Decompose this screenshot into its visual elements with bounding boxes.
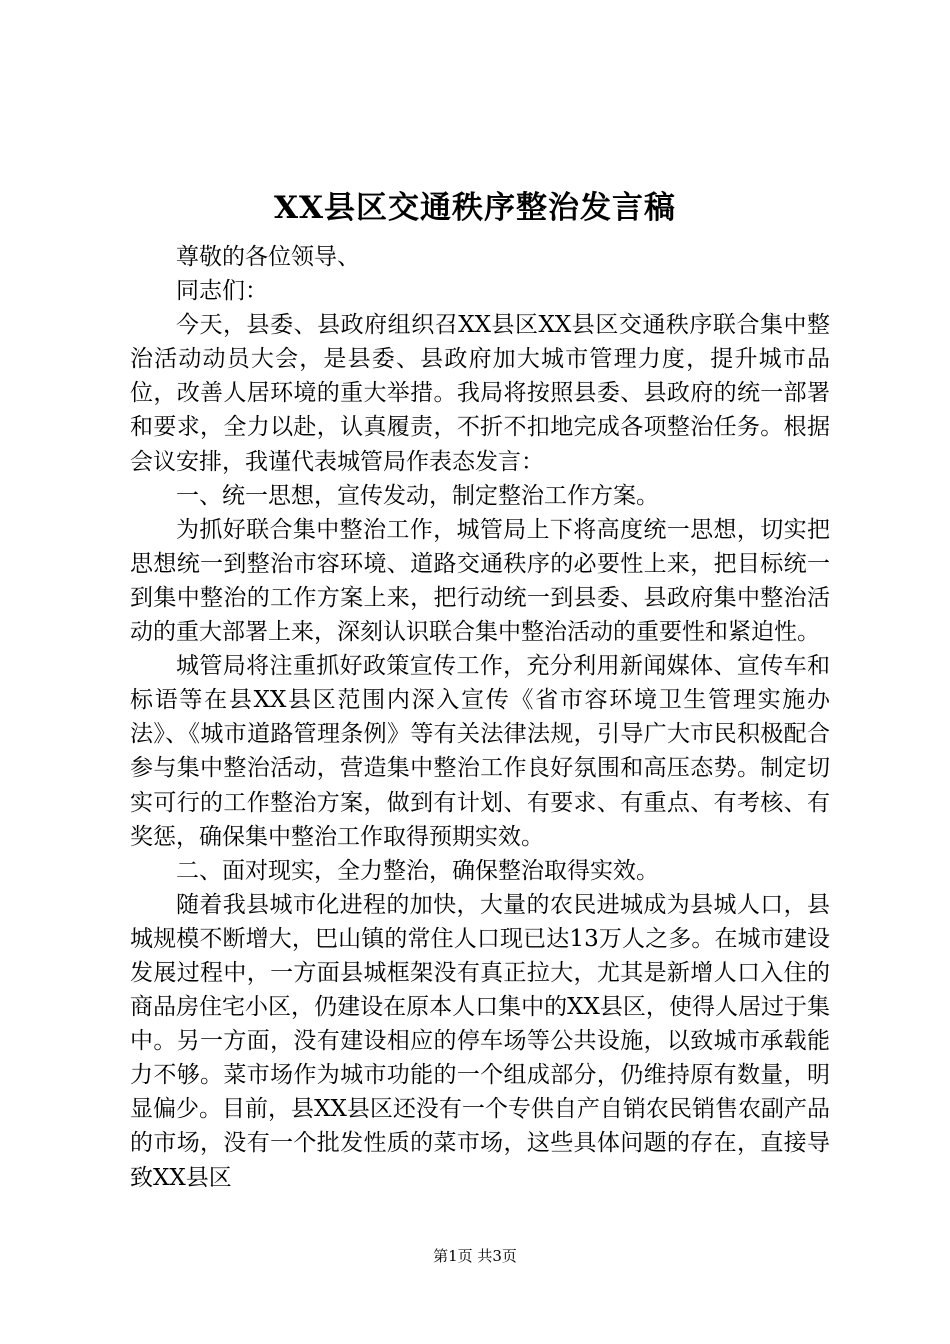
document-title: XX县区交通秩序整治发言稿 [273,190,677,226]
section-heading: 一、统一思想，宣传发动，制定整治工作方案。 [176,482,659,509]
salutation-line: 尊敬的各位领导、 [176,244,360,270]
body-paragraph: 随着我县城市化进程的加快，大量的农民进城成为县城人口，县城规模不断增大，巴山镇的常住人口现已达13万人之多。在城市建设发展过程中，一方面县城框架没有真正拉大，尤其是新增人口入住的商品房住宅小区，仍建设在原本人口集中的XX县区，使得人居过于集中。另一方面，没有建设相应的停车场等公共设施，以致城市承载能力不够。菜市场作为城市功能的一个组成部分，仍维持原有数量，明显偏少。目前，县XX县区还没有一个专供自产自销农民销售农副产品的市场，没有一个批发性质的菜市场，这些具体问题的存在，直接导致XX县区 [130,891,830,1191]
body-paragraph: 今天，县委、县政府组织召XX县区XX县区交通秩序联合集中整治活动动员大会，是县委、县政府加大城市管理力度，提升城市品位，改善人居环境的重大举措。我局将按照县委、县政府的统一部署和要求，全力以赴，认真履责，不折不扣地完成各项整治任务。根据会议安排，我谨代表城管局作表态发言： [130,312,830,475]
salutation-line: 同志们： [176,278,268,305]
section-heading: 二、面对现实，全力整治，确保整治取得实效。 [176,857,659,884]
document-body [130,240,830,1195]
body-paragraph: 城管局将注重抓好政策宣传工作，充分利用新闻媒体、宣传车和标语等在县XX县区范围内深入宣传《省市容环境卫生管理实施办法》、《城市道路管理条例》等有关法律法规，引导广大市民积极配合参与集中整治活动，营造集中整治工作良好氛围和高压态势。制定切实可行的工作整治方案，做到有计划、有要求、有重点、有考核、有奖惩，确保集中整治工作取得预期实效。 [130,653,830,850]
page-footer: 第1页 共3页 [433,1247,517,1265]
body-paragraph: 为抓好联合集中整治工作，城管局上下将高度统一思想，切实把思想统一到整治市容环境、道路交通秩序的必要性上来，把目标统一到集中整治的工作方案上来，把行动统一到县委、县政府集中整治活动的重大部署上来，深刻认识联合集中整治活动的重要性和紧迫性。 [130,516,830,646]
